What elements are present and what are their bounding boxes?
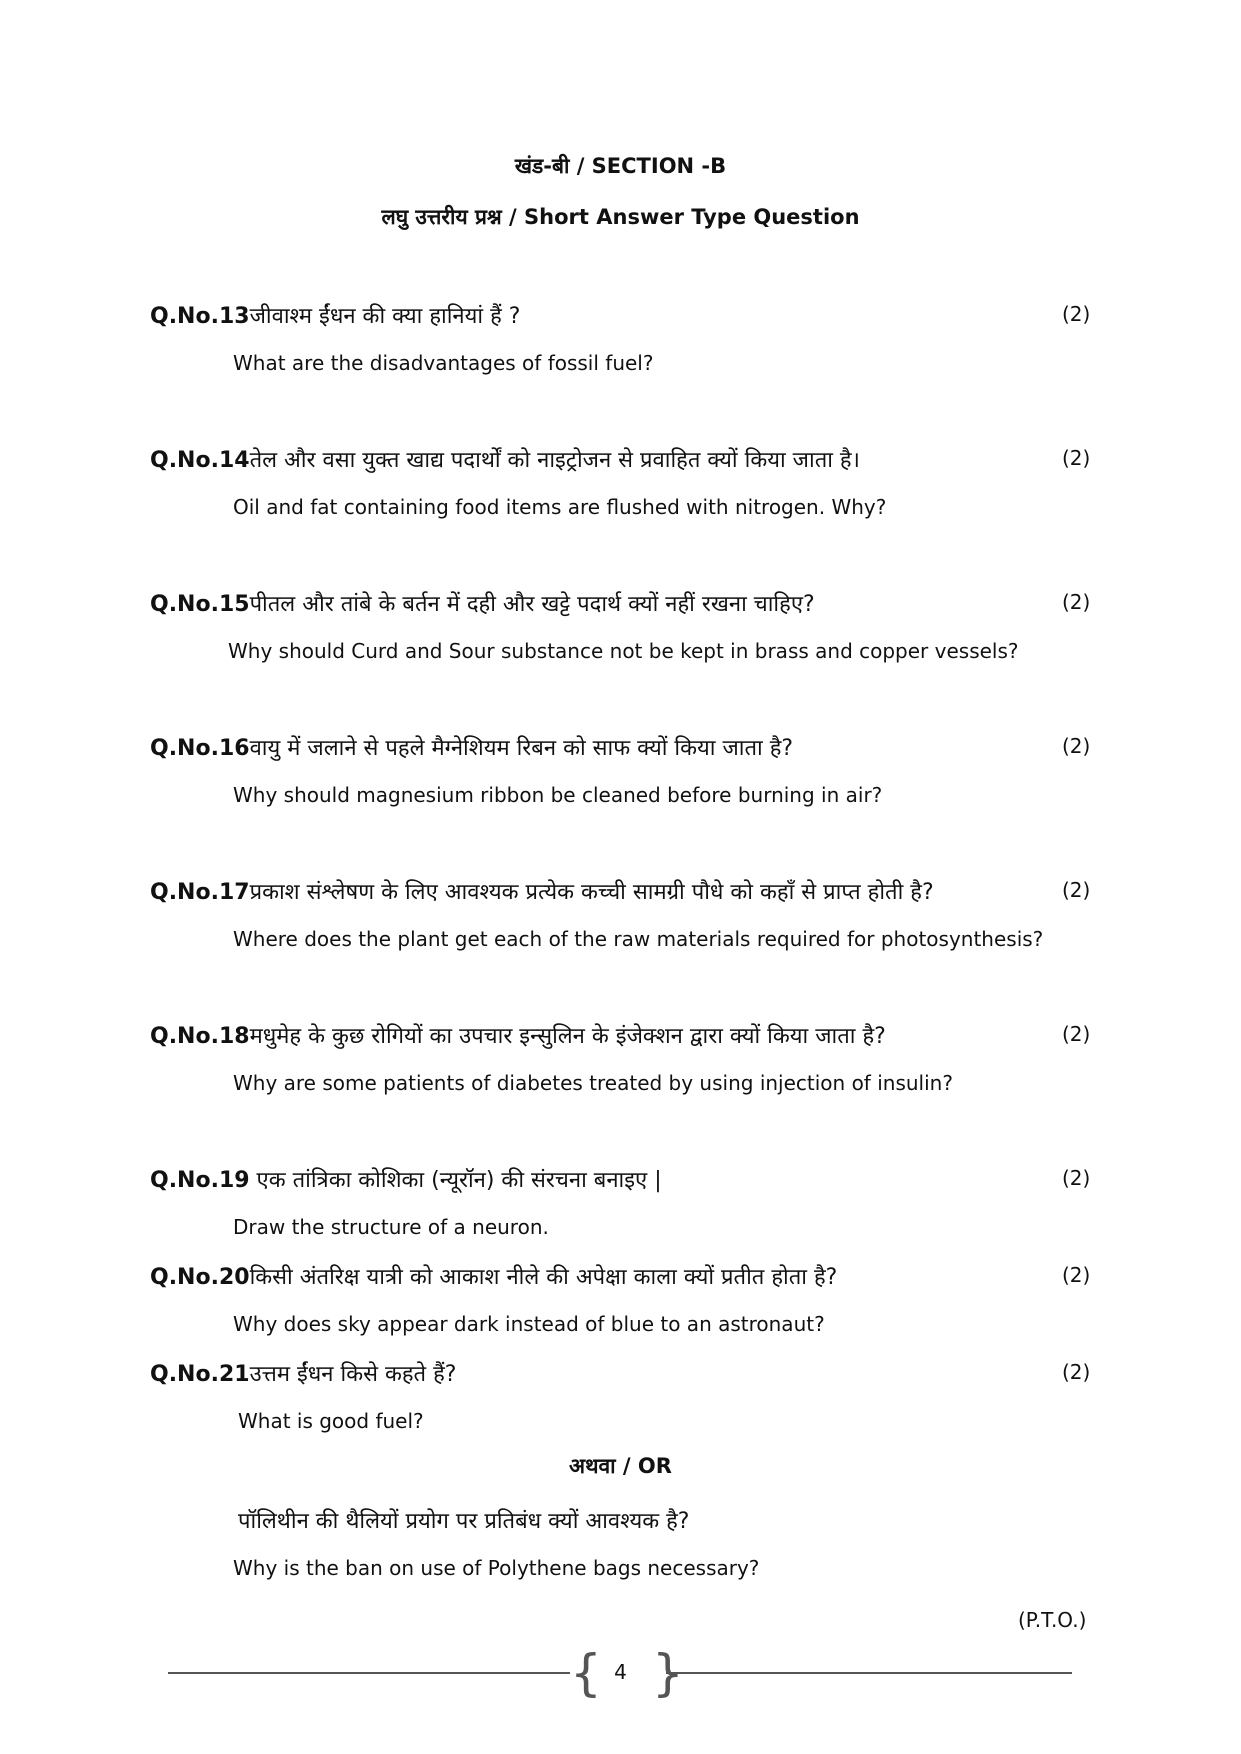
question-14 bbox=[150, 444, 860, 474]
section-title: खंड-बी / SECTION -B bbox=[514, 154, 727, 178]
question-hindi: मधुमेह के कुछ रोगियों का उपचार इन्सुलिन के इंजेक्शन द्वारा क्यों किया जाता है? bbox=[249, 1024, 886, 1049]
question-marks: (2) bbox=[1062, 1360, 1091, 1384]
question-marks: (2) bbox=[1062, 590, 1091, 614]
question-number: Q.No.19 bbox=[150, 1168, 250, 1193]
question-english: Where does the plant get each of the raw materials required for photosynthesis? bbox=[233, 927, 1044, 951]
question-number: Q.No.14 bbox=[150, 448, 250, 473]
question-english: What are the disadvantages of fossil fuel? bbox=[233, 351, 654, 375]
question-marks: (2) bbox=[1062, 878, 1091, 902]
question-number: Q.No.16 bbox=[150, 736, 250, 761]
question-marks: (2) bbox=[1062, 1022, 1091, 1046]
question-16 bbox=[150, 732, 793, 762]
question-15 bbox=[150, 588, 815, 618]
question-number: Q.No.15 bbox=[150, 592, 250, 617]
left-brace-icon: { bbox=[570, 1644, 602, 1702]
question-19 bbox=[150, 1164, 662, 1194]
right-brace-icon: } bbox=[652, 1644, 684, 1702]
pto-note: (P.T.O.) bbox=[1018, 1608, 1087, 1632]
question-english: Why should Curd and Sour substance not be kept in brass and copper vessels? bbox=[228, 639, 1019, 663]
or-question-hindi: पॉलिथीन की थैलियों प्रयोग पर प्रतिबंध क्यों आवश्यक है? bbox=[238, 1509, 690, 1534]
question-marks: (2) bbox=[1062, 446, 1091, 470]
question-17 bbox=[150, 876, 934, 906]
question-english: Why are some patients of diabetes treated by using injection of insulin? bbox=[233, 1071, 953, 1095]
question-21 bbox=[150, 1358, 456, 1388]
question-marks: (2) bbox=[1062, 1263, 1091, 1287]
question-hindi: तेल और वसा युक्त खाद्य पदार्थों को नाइट्रोजन से प्रवाहित क्यों किया जाता है। bbox=[249, 448, 860, 473]
question-marks: (2) bbox=[1062, 302, 1091, 326]
question-number: Q.No.20 bbox=[150, 1265, 250, 1290]
question-number: Q.No.21 bbox=[150, 1362, 250, 1387]
question-hindi: उत्तम ईंधन किसे कहते हैं? bbox=[249, 1362, 457, 1387]
or-question-english: Why is the ban on use of Polythene bags necessary? bbox=[233, 1556, 760, 1580]
question-13 bbox=[150, 300, 520, 330]
question-18 bbox=[150, 1020, 886, 1050]
question-hindi: वायु में जलाने से पहले मैग्नेशियम रिबन को साफ क्यों किया जाता है? bbox=[249, 736, 794, 761]
question-english: Oil and fat containing food items are flushed with nitrogen. Why? bbox=[233, 495, 887, 519]
question-20 bbox=[150, 1261, 837, 1291]
question-english: Draw the structure of a neuron. bbox=[233, 1215, 549, 1239]
question-marks: (2) bbox=[1062, 1166, 1091, 1190]
question-hindi: एक तांत्रिका कोशिका (न्यूरॉन) की संरचना बनाइए | bbox=[249, 1168, 662, 1193]
question-english: Why should magnesium ribbon be cleaned before burning in air? bbox=[233, 783, 883, 807]
question-marks: (2) bbox=[1062, 734, 1091, 758]
question-hindi: किसी अंतरिक्ष यात्री को आकाश नीले की अपेक्षा काला क्यों प्रतीत होता है? bbox=[249, 1265, 838, 1290]
page-number: 4 bbox=[614, 1660, 627, 1684]
question-number: Q.No.17 bbox=[150, 880, 250, 905]
question-english: What is good fuel? bbox=[238, 1409, 424, 1433]
question-hindi: प्रकाश संश्लेषण के लिए आवश्यक प्रत्येक कच्ची सामग्री पौधे को कहाँ से प्राप्त होती है? bbox=[249, 880, 934, 905]
question-hindi: जीवाश्म ईंधन की क्या हानियां हैं ? bbox=[249, 304, 521, 329]
question-number: Q.No.13 bbox=[150, 304, 250, 329]
question-english: Why does sky appear dark instead of blue to an astronaut? bbox=[233, 1312, 825, 1336]
question-hindi: पीतल और तांबे के बर्तन में दही और खट्टे पदार्थ क्यों नहीं रखना चाहिए? bbox=[249, 592, 815, 617]
section-subtitle: लघु उत्तरीय प्रश्न / Short Answer Type Question bbox=[381, 205, 860, 229]
or-label: अथवा / OR bbox=[569, 1454, 672, 1478]
question-number: Q.No.18 bbox=[150, 1024, 250, 1049]
